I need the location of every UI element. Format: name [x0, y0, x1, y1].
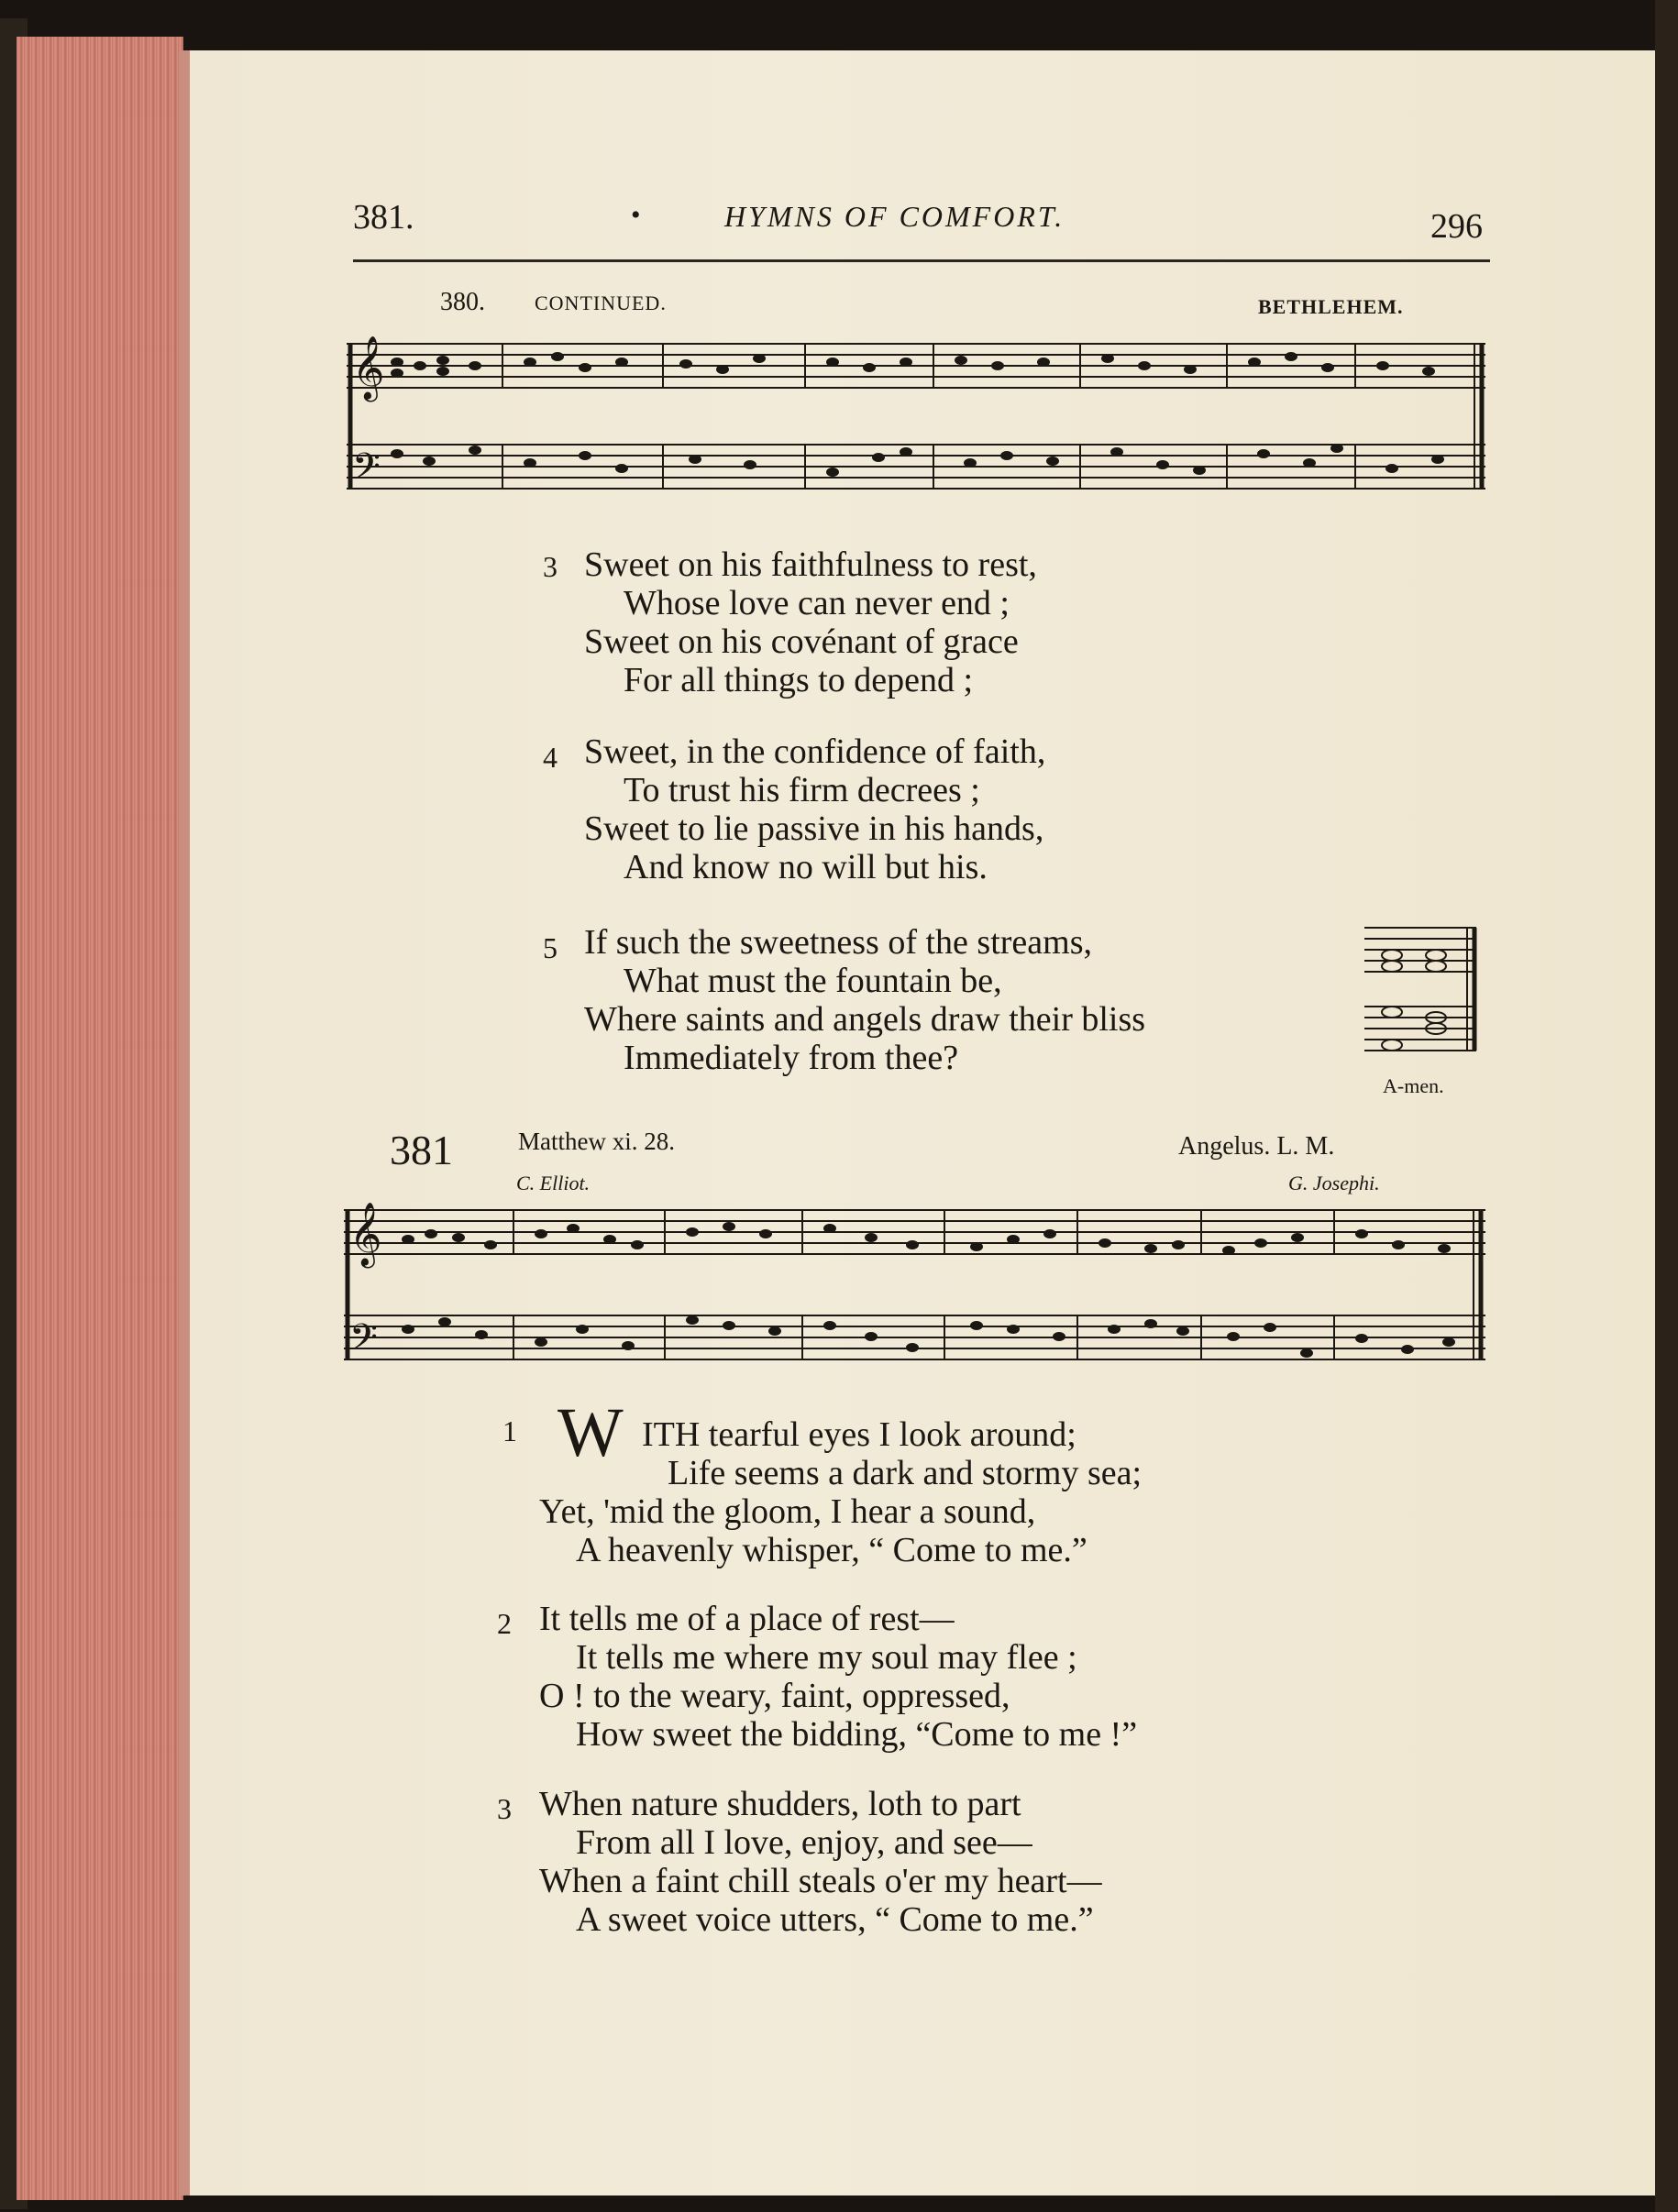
verse-line: For all things to depend ; — [624, 661, 974, 699]
stanza-number: 3 — [543, 550, 557, 583]
verse-line: Sweet on his faithfulness to rest, — [584, 545, 1037, 584]
amen-score — [1364, 917, 1479, 1068]
background-dark-edge — [1655, 0, 1678, 2212]
page-number: 296 — [1430, 207, 1483, 246]
stanza-number: 2 — [497, 1607, 512, 1640]
stanza-number: 5 — [543, 931, 557, 964]
verse-line: And know no will but his. — [624, 848, 988, 886]
stanza-number: 1 — [502, 1414, 517, 1447]
verse-line: A heavenly whisper, “ Come to me.” — [576, 1531, 1087, 1569]
page-edges-red — [17, 37, 183, 2200]
author-credit: C. Elliot. — [516, 1172, 591, 1194]
verse-line: It tells me of a place of rest— — [539, 1600, 955, 1638]
svg-text:𝄞: 𝄞 — [349, 1202, 382, 1266]
verse-line: Whose love can never end ; — [624, 584, 1010, 622]
hymn-380-number: 380. — [440, 288, 485, 316]
verse-line: To trust his firm decrees ; — [624, 771, 980, 809]
tune-name-bethlehem: BETHLEHEM. — [1258, 295, 1404, 318]
amen-label: A-men. — [1383, 1074, 1444, 1097]
verse-line: Where saints and angels draw their bliss — [584, 1000, 1146, 1039]
svg-text:𝄢: 𝄢 — [349, 1316, 378, 1368]
verse-line: How sweet the bidding, “Come to me !” — [576, 1715, 1138, 1754]
verse-line: A sweet voice utters, “ Come to me.” — [576, 1900, 1094, 1939]
header-dot: • — [631, 200, 641, 230]
verse-line: O ! to the weary, faint, oppressed, — [539, 1677, 1010, 1715]
verse-line: Immediately from thee? — [624, 1039, 959, 1077]
stanza-number: 3 — [497, 1792, 512, 1825]
hymn-381-number: 381 — [390, 1127, 453, 1173]
verse-line: Sweet on his covénant of grace — [584, 622, 1019, 661]
scripture-reference: Matthew xi. 28. — [518, 1128, 675, 1155]
verse-line: From all I love, enjoy, and see— — [576, 1823, 1032, 1862]
verse-line: If such the sweetness of the streams, — [584, 923, 1093, 962]
svg-text:𝄢: 𝄢 — [352, 446, 381, 497]
verse-line: Yet, 'mid the gloom, I hear a sound, — [539, 1492, 1036, 1531]
continued-label: CONTINUED. — [535, 292, 667, 314]
running-hymn-number: 381. — [353, 198, 414, 237]
verse-line: Life seems a dark and stormy sea; — [668, 1454, 1143, 1492]
verse-line: Sweet to lie passive in his hands, — [584, 809, 1044, 848]
music-score-bethlehem — [347, 325, 1488, 523]
stanza-number: 4 — [543, 741, 557, 774]
tune-name-angelus: Angelus. L. M. — [1178, 1132, 1335, 1161]
verse-line: Sweet, in the confidence of faith, — [584, 732, 1046, 771]
verse-line: ITH tearful eyes I look around; — [642, 1415, 1076, 1454]
drop-cap: W — [557, 1394, 624, 1471]
running-title: HYMNS OF COMFORT. — [724, 200, 1065, 233]
composer-credit: G. Josephi. — [1288, 1172, 1380, 1194]
verse-line: It tells me where my soul may flee ; — [576, 1638, 1077, 1677]
header-rule — [353, 259, 1490, 262]
verse-line: When a faint chill steals o'er my heart— — [539, 1862, 1102, 1900]
verse-line: When nature shudders, loth to part — [539, 1785, 1021, 1823]
music-score-angelus — [344, 1192, 1490, 1389]
svg-text:𝄞: 𝄞 — [352, 336, 385, 400]
page-gutter — [179, 50, 190, 2195]
verse-line: What must the fountain be, — [624, 962, 1002, 1000]
